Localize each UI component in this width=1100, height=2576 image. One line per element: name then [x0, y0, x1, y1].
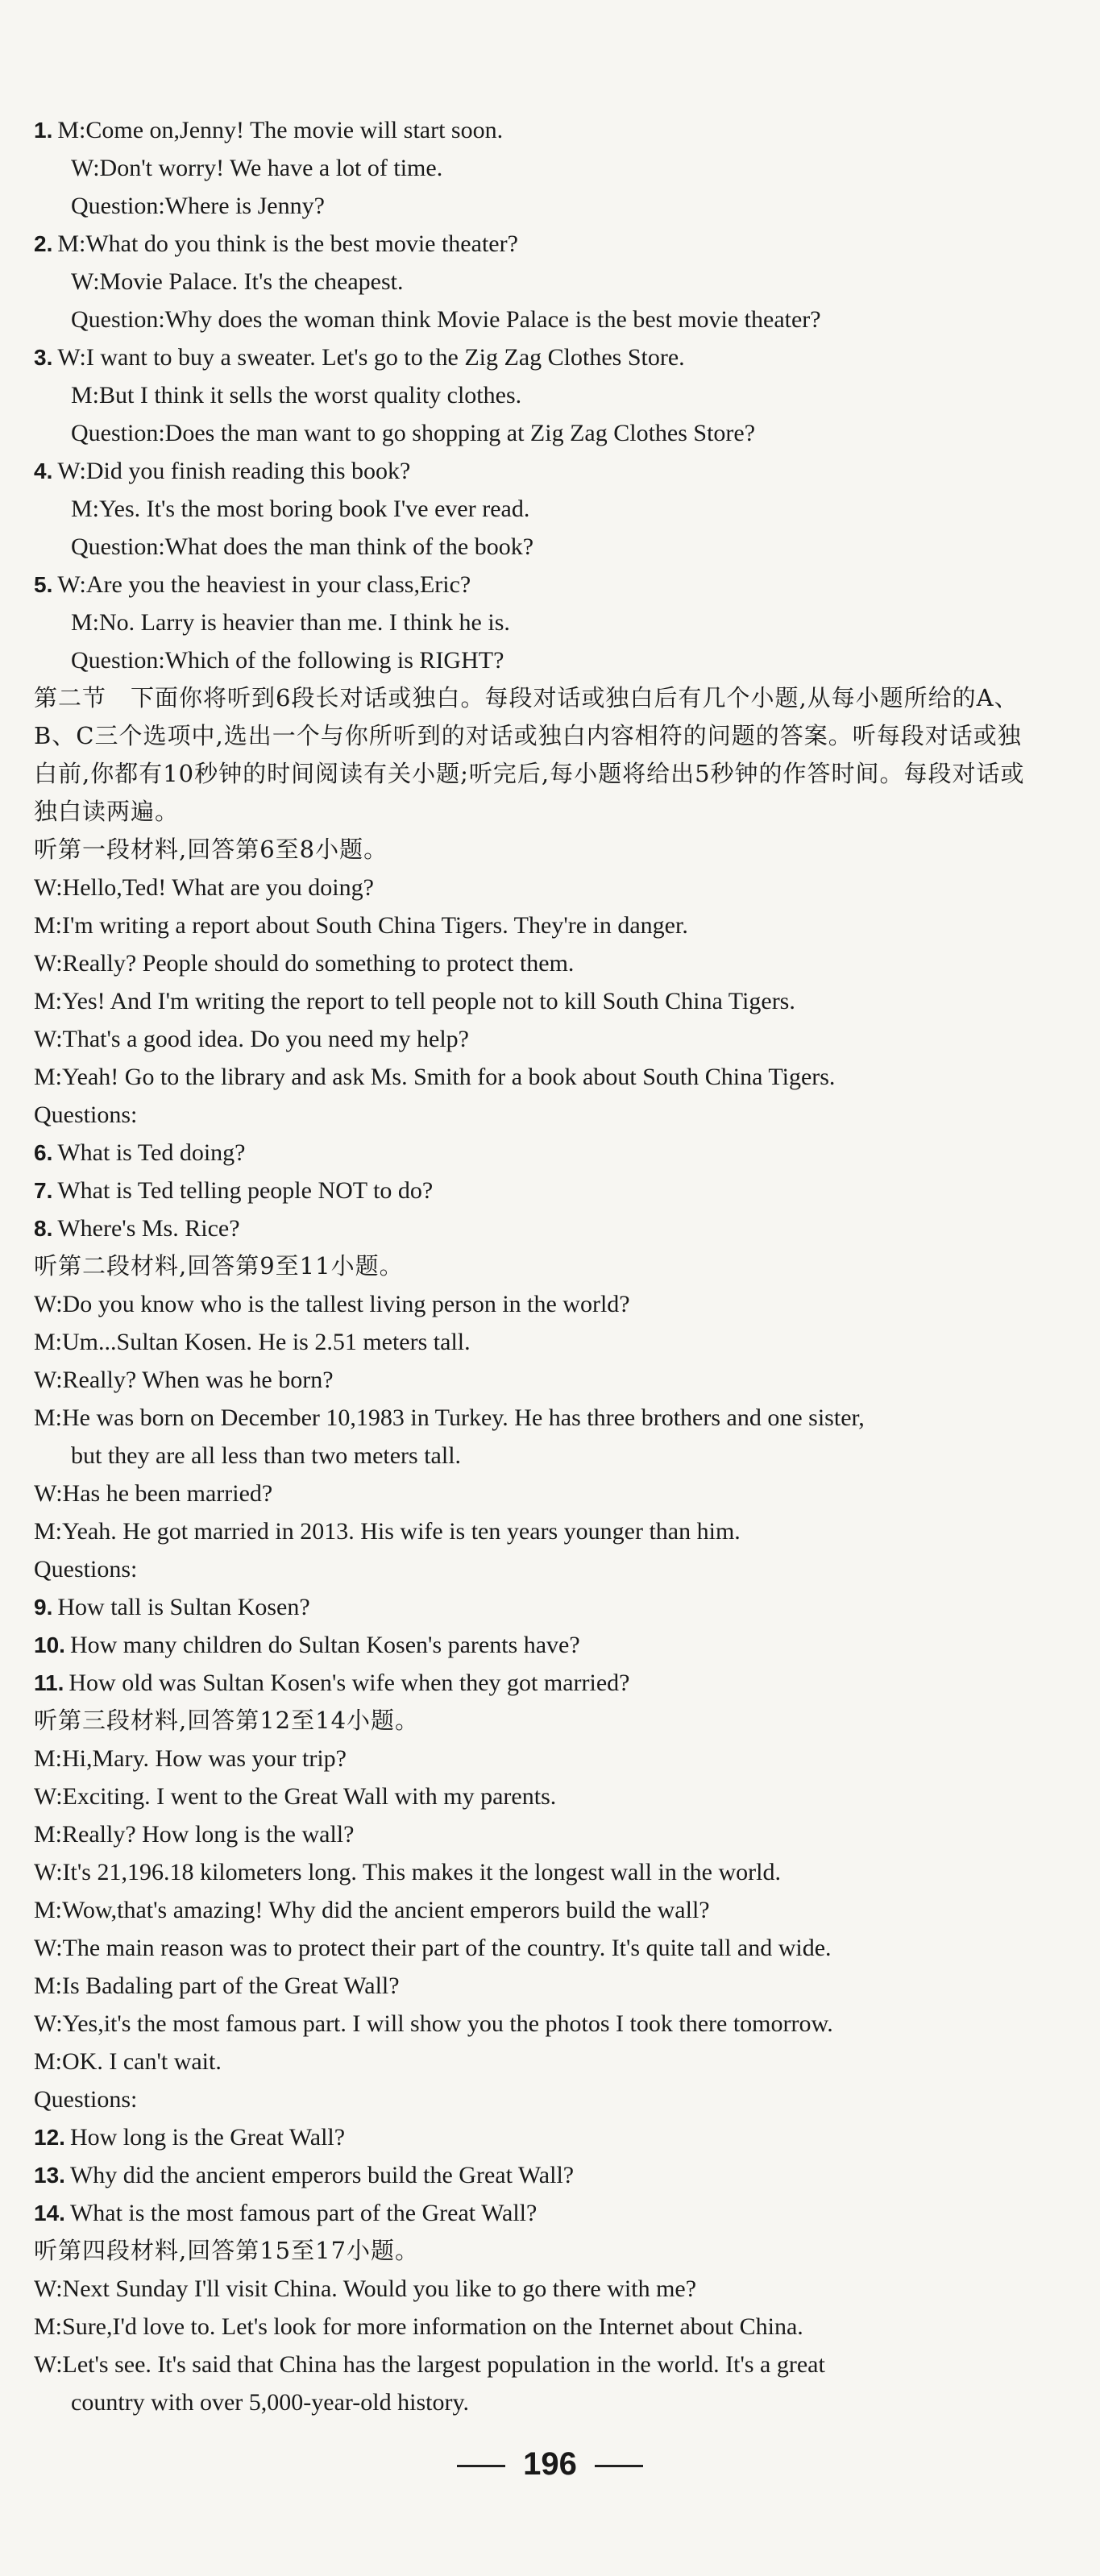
numbered-dialogue-line: [34, 452, 1045, 490]
dialogue-line: [34, 1512, 1045, 1550]
line-text: W:Exciting. I went to the Great Wall with my parents.: [34, 1783, 557, 1810]
line-text: Question:Where is Jenny?: [71, 193, 325, 219]
dialogue-line: [34, 944, 1045, 982]
item-number: 7.: [34, 1178, 53, 1203]
dialogue-continuation: [34, 2383, 1045, 2421]
question-item: [34, 2118, 1045, 2156]
item-number: 5.: [34, 572, 53, 597]
line-text: W:Really? When was he born?: [34, 1367, 334, 1393]
item-number: 14.: [34, 2201, 65, 2225]
line-text: W:It's 21,196.18 kilometers long. This makes it the longest wall in the world.: [34, 1859, 781, 1885]
line-text: Question:What does the man think of the book?: [71, 533, 534, 560]
dialogue-line: [34, 1361, 1045, 1399]
numbered-dialogue-line: [34, 111, 1045, 149]
dialogue-line: [34, 149, 1045, 187]
footer-dash-left: [457, 2465, 505, 2467]
line-text: M:Is Badaling part of the Great Wall?: [34, 1972, 400, 1999]
numbered-dialogue-line: [34, 338, 1045, 376]
line-text: Question:Which of the following is RIGHT?: [71, 647, 504, 674]
question-item: [34, 1134, 1045, 1172]
page-footer: [0, 2440, 1100, 2488]
line-text: Question:Does the man want to go shopping at Zig Zag Clothes Store?: [71, 420, 756, 446]
dialogue-line: [34, 1777, 1045, 1815]
heading-text: 听第二段材料,回答第9至11小题。: [34, 1252, 404, 1280]
line-text: W:Are you the heaviest in your class,Eric?: [57, 571, 471, 598]
line-text: W:Did you finish reading this book?: [57, 458, 411, 484]
item-number: 8.: [34, 1216, 53, 1241]
item-number: 9.: [34, 1595, 53, 1620]
line-text: What is Ted doing?: [57, 1139, 246, 1166]
line-text: W:The main reason was to protect their part of the country. It's quite tall and wide.: [34, 1935, 832, 1961]
line-text: W:Do you know who is the tallest living person in the world?: [34, 1291, 630, 1317]
dialogue-line: [34, 2005, 1045, 2043]
question-item: [34, 1209, 1045, 1247]
heading-text: 听第四段材料,回答第15至17小题。: [34, 2237, 420, 2264]
line-text: M:Really? How long is the wall?: [34, 1821, 355, 1848]
numbered-dialogue-line: [34, 566, 1045, 604]
line-text: W:Don't worry! We have a lot of time.: [71, 155, 443, 181]
dialogue-continuation: [34, 1437, 1045, 1475]
dialogue-line: [34, 2270, 1045, 2308]
line-text: W:Really? People should do something to protect them.: [34, 950, 575, 977]
line-text: M:But I think it sells the worst quality clothes.: [71, 382, 522, 409]
item-number: 13.: [34, 2163, 65, 2188]
line-text: M:Um...Sultan Kosen. He is 2.51 meters tall.: [34, 1329, 471, 1355]
dialogue-line: [34, 1891, 1045, 1929]
dialogue-line: [34, 1740, 1045, 1777]
line-text: What is the most famous part of the Great Wall?: [69, 2200, 538, 2226]
dialogue-line: [34, 2043, 1045, 2080]
line-text: M:Hi,Mary. How was your trip?: [34, 1745, 347, 1772]
section-heading: [34, 1702, 1045, 1740]
line-text: M:I'm writing a report about South China Tigers. They're in danger.: [34, 912, 688, 939]
line-text: M:What do you think is the best movie theater?: [57, 230, 518, 257]
question-item: [34, 1626, 1045, 1664]
dialogue-line: [34, 1020, 1045, 1058]
dialogue-line: [34, 528, 1045, 566]
line-text: Questions:: [34, 2086, 138, 2113]
item-number: 11.: [34, 1670, 64, 1695]
line-text: M:Sure,I'd love to. Let's look for more information on the Internet about China.: [34, 2313, 803, 2340]
question-item: [34, 1588, 1045, 1626]
dialogue-line: [34, 1815, 1045, 1853]
line-text: W:Next Sunday I'll visit China. Would you like to go there with me?: [34, 2275, 697, 2302]
dialogue-line: [34, 1058, 1045, 1096]
question-item: [34, 1664, 1045, 1702]
dialogue-line: [34, 982, 1045, 1020]
line-text: M:OK. I can't wait.: [34, 2048, 222, 2075]
line-text: M:Come on,Jenny! The movie will start soon.: [57, 117, 504, 143]
dialogue-line: [34, 869, 1045, 906]
dialogue-line: [34, 1929, 1045, 1967]
dialogue-line: [34, 2080, 1045, 2118]
dialogue-line: [34, 187, 1045, 225]
dialogue-line: [34, 490, 1045, 528]
dialogue-line: [34, 1285, 1045, 1323]
dialogue-line: [34, 604, 1045, 641]
dialogue-line: [34, 414, 1045, 452]
line-text: Why did the ancient emperors build the Great Wall?: [69, 2162, 575, 2188]
dialogue-line: [34, 1323, 1045, 1361]
line-text: M:He was born on December 10,1983 in Turkey. He has three brothers and one sister,: [34, 1404, 865, 1431]
line-text: M:Yeah. He got married in 2013. His wife is ten years younger than him.: [34, 1518, 741, 1545]
line-text: What is Ted telling people NOT to do?: [57, 1177, 434, 1204]
dialogue-line: [34, 1399, 1045, 1437]
line-text: Questions:: [34, 1101, 138, 1128]
line-text: Question:Why does the woman think Movie Palace is the best movie theater?: [71, 306, 821, 333]
line-text: W:Hello,Ted! What are you doing?: [34, 874, 374, 901]
section-heading: [34, 679, 1045, 831]
item-number: 1.: [34, 118, 53, 143]
heading-text: 听第三段材料,回答第12至14小题。: [34, 1707, 420, 1734]
item-number: 6.: [34, 1140, 53, 1165]
line-text: M:Yes. It's the most boring book I've ever read.: [71, 496, 530, 522]
listening-script: [34, 111, 1045, 2421]
section-heading: [34, 2232, 1045, 2270]
line-text: M:Yeah! Go to the library and ask Ms. Smith for a book about South China Tigers.: [34, 1064, 836, 1090]
line-text: How tall is Sultan Kosen?: [57, 1594, 310, 1620]
dialogue-line: [34, 263, 1045, 301]
line-text: W:Let's see. It's said that China has the largest population in the world. It's a great: [34, 2351, 825, 2378]
dialogue-line: [34, 1096, 1045, 1134]
line-text: How old was Sultan Kosen's wife when they got married?: [68, 1670, 630, 1696]
line-text: W:Yes,it's the most famous part. I will show you the photos I took there tomorrow.: [34, 2010, 833, 2037]
dialogue-line: [34, 301, 1045, 338]
heading-text: 第二节 下面你将听到6段长对话或独白。每段对话或独白后有几个小题,从每小题所给的A、B、C三个选项中,选出一个与你所听到的对话或独白内容相符的问题的答案。听每段对话或独白前,你都有10秒钟的时间阅读有关小题;听完后,每小题将给出5秒钟的作答时间。每段对话或独白读两遍。: [34, 684, 1025, 825]
dialogue-line: [34, 1475, 1045, 1512]
line-text: Where's Ms. Rice?: [57, 1215, 240, 1242]
line-text: but they are all less than two meters tall.: [71, 1442, 462, 1469]
line-text: M:No. Larry is heavier than me. I think he is.: [71, 609, 510, 636]
dialogue-line: [34, 1853, 1045, 1891]
dialogue-line: [34, 376, 1045, 414]
dialogue-line: [34, 906, 1045, 944]
line-text: Questions:: [34, 1556, 138, 1583]
numbered-dialogue-line: [34, 225, 1045, 263]
line-text: W:Has he been married?: [34, 1480, 273, 1507]
item-number: 4.: [34, 458, 53, 483]
line-text: M:Yes! And I'm writing the report to tell people not to kill South China Tigers.: [34, 988, 795, 1014]
question-item: [34, 2194, 1045, 2232]
footer-dash-right: [595, 2465, 643, 2467]
dialogue-line: [34, 2308, 1045, 2346]
dialogue-line: [34, 1967, 1045, 2005]
line-text: W:I want to buy a sweater. Let's go to the Zig Zag Clothes Store.: [57, 344, 685, 371]
question-item: [34, 1172, 1045, 1209]
line-text: How long is the Great Wall?: [69, 2124, 346, 2151]
dialogue-line: [34, 2346, 1045, 2383]
item-number: 10.: [34, 1632, 65, 1657]
item-number: 12.: [34, 2125, 65, 2150]
line-text: W:That's a good idea. Do you need my help?: [34, 1026, 469, 1052]
line-text: country with over 5,000-year-old history.: [71, 2389, 470, 2416]
dialogue-line: [34, 641, 1045, 679]
heading-text: 听第一段材料,回答第6至8小题。: [34, 836, 388, 863]
section-heading: [34, 1247, 1045, 1285]
item-number: 3.: [34, 345, 53, 370]
dialogue-line: [34, 1550, 1045, 1588]
question-item: [34, 2156, 1045, 2194]
line-text: W:Movie Palace. It's the cheapest.: [71, 268, 404, 295]
section-heading: [34, 831, 1045, 869]
line-text: How many children do Sultan Kosen's parents have?: [69, 1632, 580, 1658]
line-text: M:Wow,that's amazing! Why did the ancient emperors build the wall?: [34, 1897, 710, 1923]
item-number: 2.: [34, 231, 53, 256]
page-number: 196: [523, 2446, 577, 2482]
